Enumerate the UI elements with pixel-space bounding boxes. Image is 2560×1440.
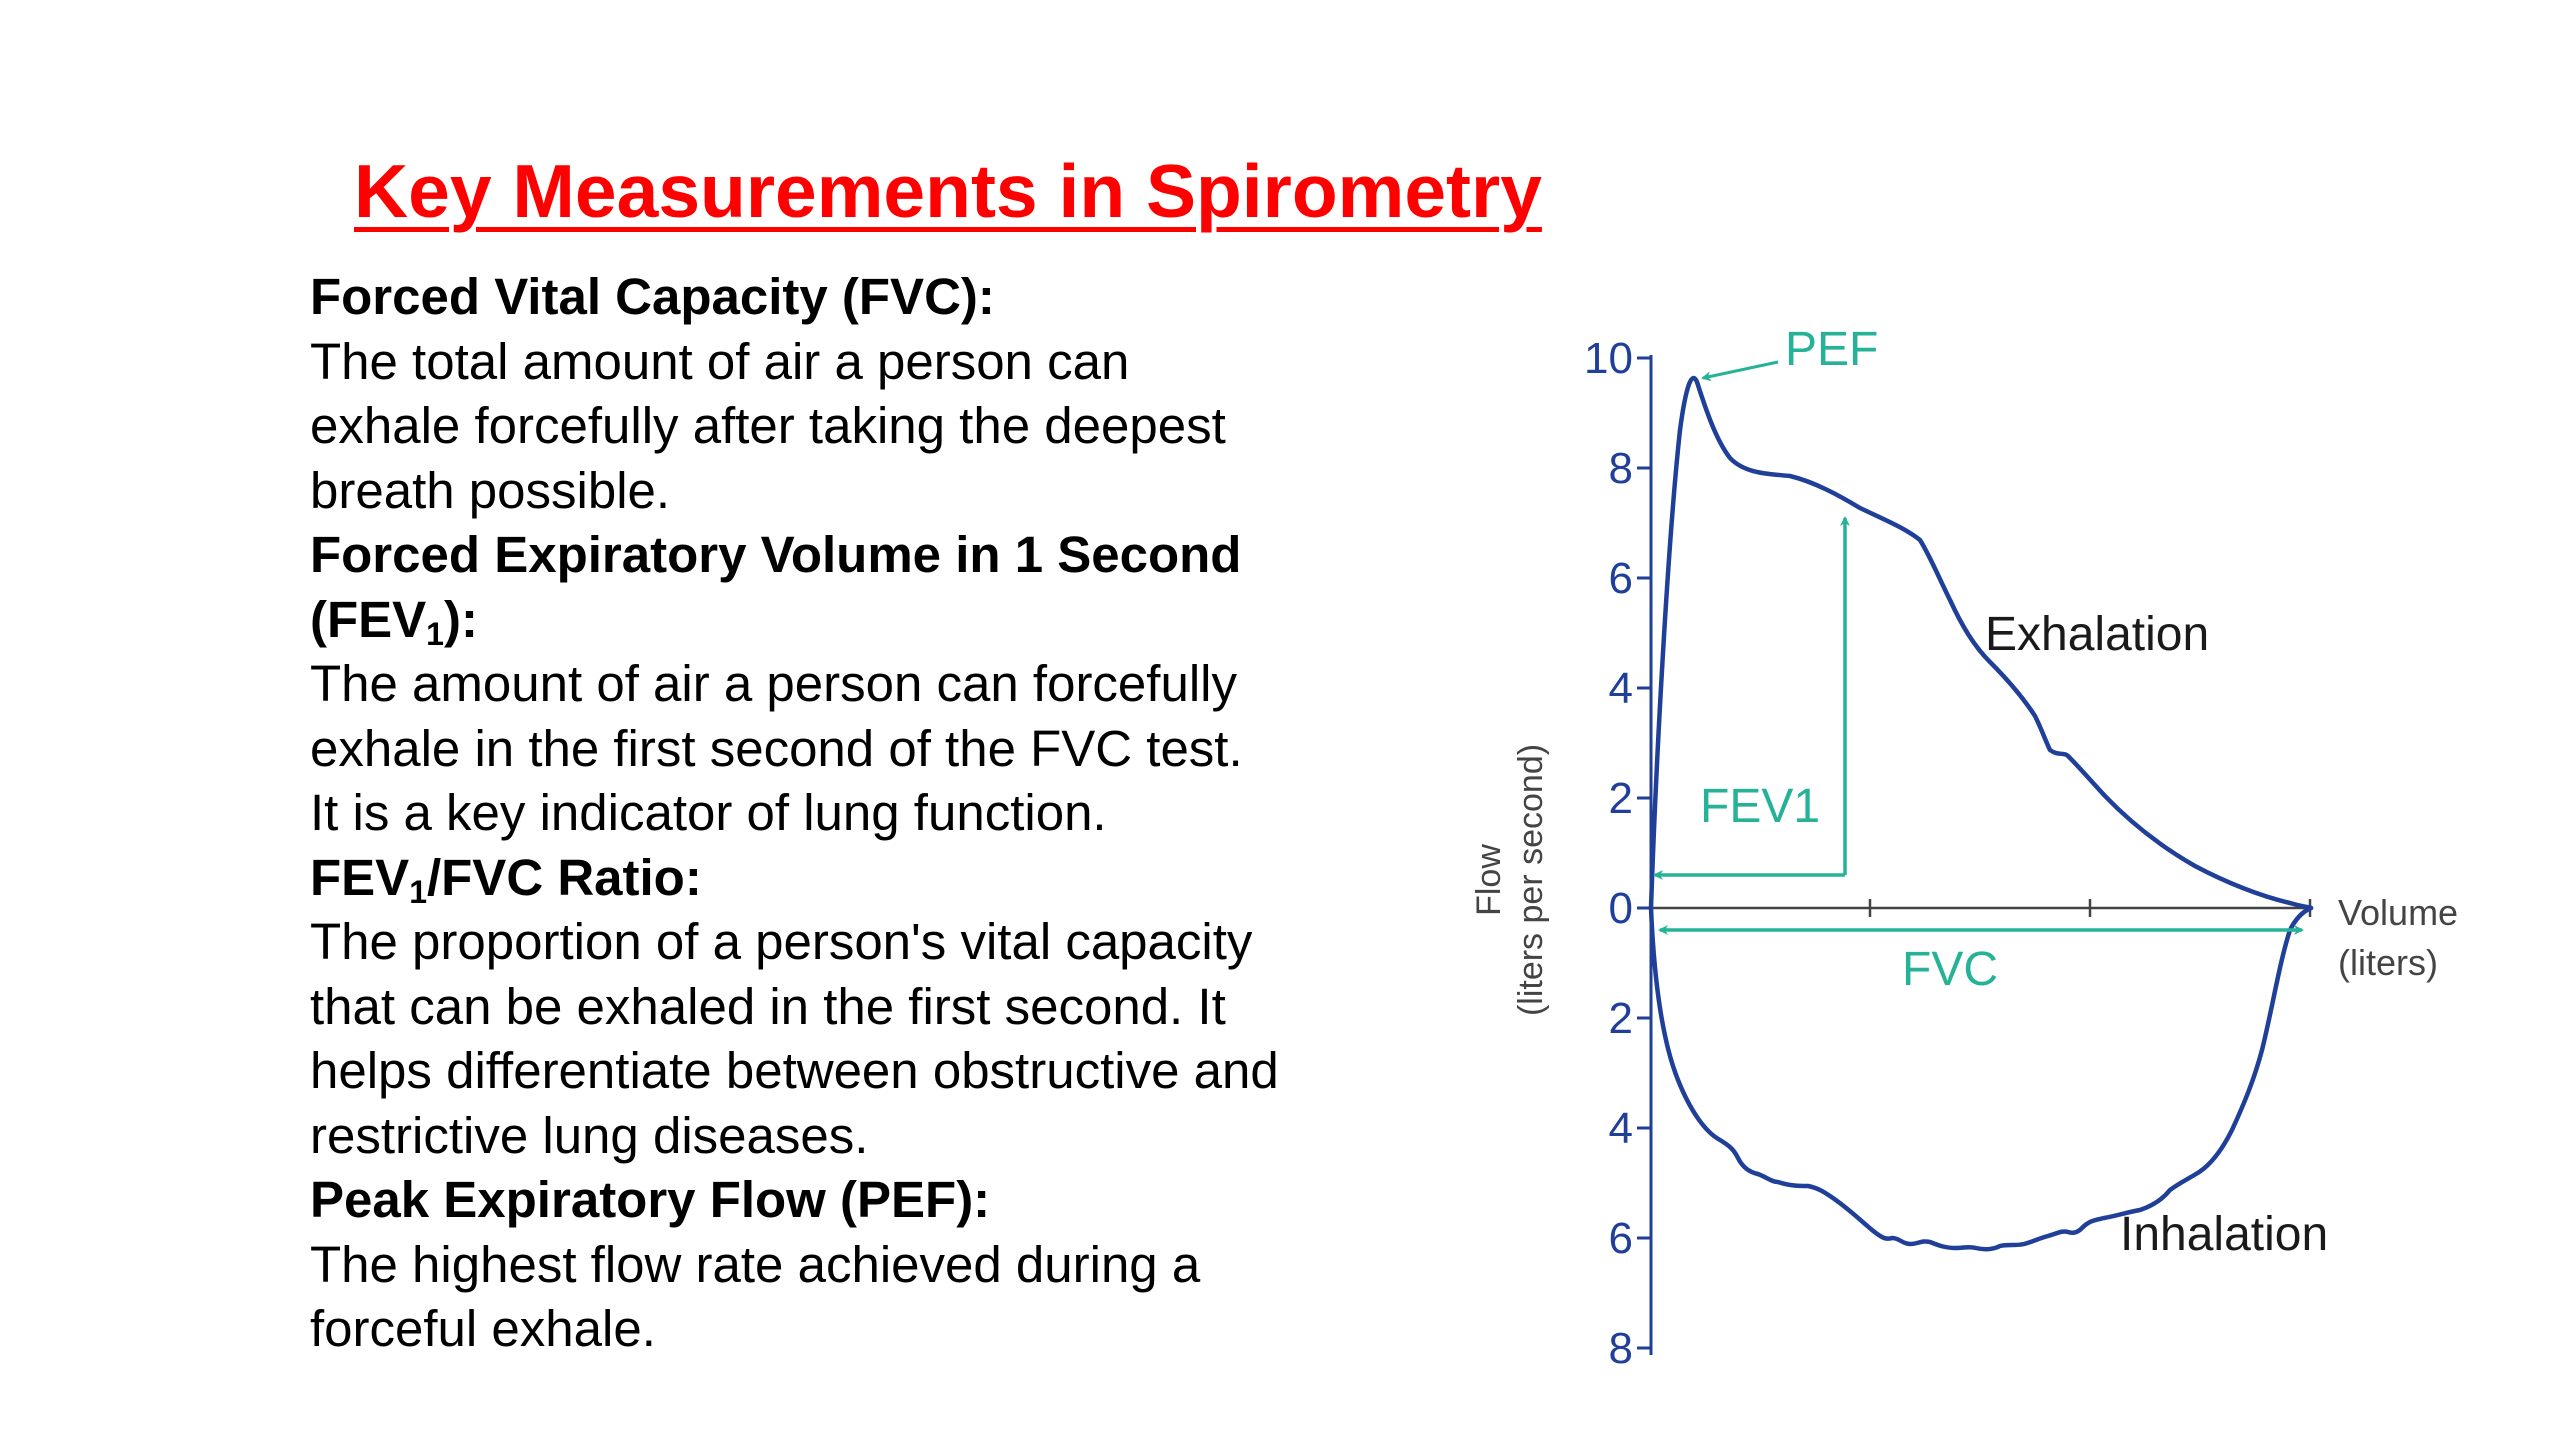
body-line: helps differentiate between obstructive and — [310, 1042, 1279, 1099]
body-line: The highest flow rate achieved during a — [310, 1235, 1201, 1293]
section-body — [310, 652, 1490, 846]
body-line: exhale forcefully after taking the deepest — [310, 397, 1226, 454]
y-tick-label: 8 — [1608, 444, 1633, 493]
pef-arrow — [1703, 362, 1778, 378]
subscript: 1 — [426, 615, 444, 652]
flow-volume-loop-svg — [1420, 300, 2540, 1400]
inhalation-label: Inhalation — [2120, 1208, 2329, 1261]
y-tick-label: 4 — [1608, 664, 1633, 713]
y-tick-label: 0 — [1608, 884, 1633, 933]
body-line: forceful exhale. — [310, 1300, 656, 1357]
body-line: It is a key indicator of lung function. — [310, 784, 1107, 841]
heading-text: (FEV — [310, 590, 427, 648]
y-tick-label: 10 — [1584, 334, 1633, 383]
y-axis-ticks — [1637, 358, 1651, 1348]
body-line: breath possible. — [310, 461, 671, 519]
section-fvc — [310, 265, 1490, 523]
y-tick-label: 6 — [1608, 1214, 1633, 1263]
y-tick-label: 2 — [1608, 774, 1633, 823]
y-axis-subtitle: (liters per second) — [1512, 743, 1550, 1017]
y-tick-label: 4 — [1608, 1104, 1633, 1153]
x-axis-title-group — [2338, 892, 2458, 983]
y-tick-label: 6 — [1608, 554, 1633, 603]
body-line: The amount of air a person can forcefully — [310, 655, 1237, 712]
body-line: restrictive lung diseases. — [310, 1106, 869, 1164]
flow-volume-loop-figure — [1420, 300, 2540, 1400]
section-ratio — [310, 846, 1490, 1169]
y-tick-labels — [1584, 334, 1633, 1373]
section-heading: Forced Vital Capacity (FVC): — [310, 268, 995, 325]
y-tick-label: 8 — [1608, 1324, 1633, 1373]
body-line: The total amount of air a person can — [310, 332, 1130, 390]
section-heading: Forced Expiratory Volume in 1 Second — [310, 526, 1242, 583]
x-axis-title: Volume — [2338, 892, 2459, 933]
subscript: 1 — [409, 873, 427, 910]
section-heading: Peak Expiratory Flow (PEF): — [310, 1171, 991, 1228]
section-fev1 — [310, 523, 1490, 846]
section-heading-continued — [310, 588, 1490, 653]
y-tick-label: 2 — [1608, 994, 1633, 1043]
section-pef — [310, 1168, 1490, 1362]
definitions-list — [310, 265, 1490, 1362]
y-axis-title-group — [1470, 744, 1550, 1016]
body-line: exhale in the first second of the FVC test. — [310, 719, 1243, 777]
pef-label: PEF — [1785, 323, 1879, 376]
x-axis-subtitle: (liters) — [2338, 942, 2438, 983]
heading-text: FEV — [310, 848, 410, 906]
section-body — [310, 330, 1490, 524]
heading-text: /FVC Ratio: — [426, 848, 702, 906]
fev1-label: FEV1 — [1700, 780, 1821, 833]
section-body — [310, 1233, 1490, 1362]
section-body — [310, 910, 1490, 1168]
body-line: The proportion of a person's vital capacity — [310, 913, 1253, 970]
page-title: Key Measurements in Spirometry — [354, 149, 1542, 233]
body-line: that can be exhaled in the first second. It — [310, 977, 1226, 1035]
heading-text: ): — [443, 590, 478, 648]
exhalation-label: Exhalation — [1985, 608, 2210, 661]
fvc-label: FVC — [1902, 943, 1998, 996]
y-axis-title: Flow — [1470, 844, 1508, 916]
section-heading — [310, 846, 1490, 911]
